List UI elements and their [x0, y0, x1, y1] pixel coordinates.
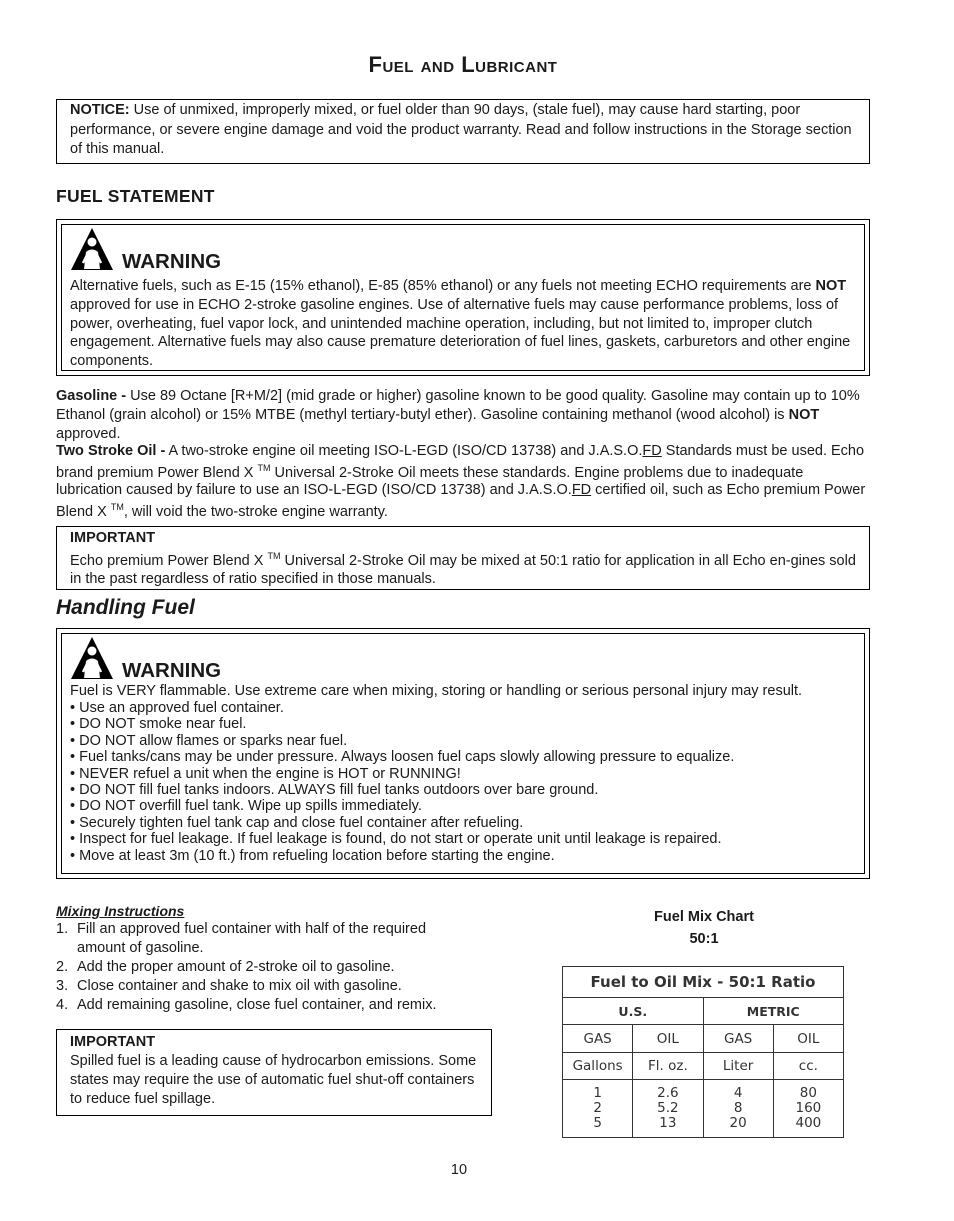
mixing-step: [56, 958, 476, 977]
handling-bullet-item: • DO NOT overfill fuel tank. Wipe up spills immediately.: [70, 798, 422, 815]
fuel-warning-box: [56, 219, 870, 376]
two-stroke-text-3: Universal 2-Stroke Oil meets these standards. Engine problems due to inadequate lubrication caused by failure to use an ISO-L-EGD (ISO/CD 13738) and J.A.S.O.: [56, 465, 804, 499]
page-title: Fuel and Lubricant: [368, 52, 558, 77]
page-number: 10: [450, 1162, 468, 1178]
unit-liter: Liter: [703, 1053, 773, 1080]
chart-caption: [604, 906, 804, 950]
handling-bullet-item: • NEVER refuel a unit when the engine is HOT or RUNNING!: [70, 765, 461, 782]
trademark-mark: TM: [257, 463, 271, 474]
warning-header: [70, 636, 856, 680]
step-number: 1.: [56, 921, 69, 937]
col-gas-metric: GAS: [703, 1025, 773, 1053]
warning-body: [70, 277, 856, 371]
important-label: IMPORTANT: [70, 530, 156, 546]
us-header: U.S.: [563, 998, 704, 1025]
unit-gallons: Gallons: [563, 1053, 633, 1080]
unit-floz: Fl. oz.: [633, 1053, 703, 1080]
step-text: Add the proper amount of 2-stroke oil to gasoline.: [77, 959, 395, 975]
important-label: IMPORTANT: [70, 1034, 156, 1050]
liter-value: 20: [729, 1115, 747, 1131]
col-gas-us: GAS: [563, 1025, 633, 1053]
handling-bullet-item: • Move at least 3m (10 ft.) from refueling location before starting the engine.: [70, 847, 555, 864]
gasoline-text-1: Use 89 Octane [R+M/2] (mid grade or higher) gasoline known to be good quality. Gasoline may contain up to 10% Ethanol (grain alcohol) or 15% MTBE (methyl tertiary-butyl ether). Gasoline containing methanol (wood alcohol) is: [56, 388, 860, 423]
step-text: Fill an approved fuel container with half of the required amount of gasoline.: [77, 921, 427, 956]
step-number: 2.: [56, 959, 69, 975]
notice-box: [56, 99, 870, 164]
gasoline-bold: NOT: [788, 407, 820, 423]
handling-fuel-heading: Handling Fuel: [56, 596, 195, 619]
floz-value: 5.2: [657, 1100, 679, 1116]
notice-text: Use of unmixed, improperly mixed, or fuel older than 90 days, (stale fuel), may cause hard starting, poor performance, or severe engine damage and void the product warranty. Read and follow instructions in the Storage section of this manual.: [70, 102, 852, 157]
liter-values: [703, 1080, 773, 1138]
gasoline-paragraph: [56, 387, 866, 444]
fd-underlined: FD: [642, 443, 662, 459]
two-stroke-text-2: Standards must be used. Echo brand premium Power Blend X: [56, 443, 865, 482]
gallon-value: 5: [593, 1115, 602, 1131]
handling-bullet-item: • Use an approved fuel container.: [70, 700, 284, 716]
handling-bullet-item: • Inspect for fuel leakage. If fuel leakage is found, do not start or operate unit until leakage is repaired.: [70, 831, 722, 848]
handling-bullet-item: • DO NOT allow flames or sparks near fuel.: [70, 732, 348, 749]
mixing-step: [56, 977, 476, 996]
handling-bullet-item: • DO NOT smoke near fuel.: [70, 716, 247, 733]
warning-header: [70, 227, 856, 271]
handling-bullet-item: • Securely tighten fuel tank cap and close fuel container after refueling.: [70, 814, 524, 831]
handling-bullet-item: • DO NOT fill fuel tanks indoors. ALWAYS fill fuel tanks outdoors over bare ground.: [70, 782, 599, 799]
mixing-heading: Mixing Instructions: [56, 903, 185, 919]
liter-value: 8: [733, 1100, 743, 1116]
fuel-statement-heading: FUEL STATEMENT: [56, 186, 215, 206]
liter-value: 4: [733, 1085, 743, 1101]
mixing-steps-list: [56, 920, 476, 1015]
floz-values: [633, 1080, 703, 1138]
fd-underlined: FD: [571, 482, 592, 499]
cc-value: 160: [795, 1100, 822, 1116]
step-number: 3.: [56, 978, 69, 994]
important-text-1: Echo premium Power Blend X: [70, 552, 268, 569]
gasoline-text-2: approved.: [56, 426, 121, 442]
floz-value: 2.6: [657, 1085, 679, 1101]
important-spill-text: Spilled fuel is a leading cause of hydrocarbon emissions. Some states may require the use of automatic fuel shut-off containers to reduce fuel spillage.: [70, 1053, 477, 1107]
cc-value: 80: [799, 1085, 817, 1101]
two-stroke-text-5: , will void the two-stroke engine warranty.: [123, 504, 388, 521]
cc-values: [773, 1080, 843, 1138]
step-text: Close container and shake to mix oil with gasoline.: [77, 978, 402, 994]
gallon-value: 2: [593, 1100, 602, 1116]
floz-value: 13: [659, 1115, 677, 1131]
two-stroke-text-4: certified oil, such as Echo premium Power Blend X: [56, 482, 866, 521]
warning-triangle-icon: [70, 227, 114, 271]
two-stroke-text-1: A two-stroke engine oil meeting ISO-L-EGD (ISO/CD 13738) and J.A.S.O.: [165, 443, 643, 459]
warning-title: WARNING: [122, 659, 222, 682]
trademark-mark: TM: [267, 551, 281, 561]
unit-cc: cc.: [773, 1053, 843, 1080]
two-stroke-paragraph: [56, 443, 868, 521]
mixing-step: [56, 920, 476, 958]
mixing-step: [56, 996, 476, 1015]
notice-label: NOTICE:: [70, 102, 130, 118]
chart-caption-ratio: 50:1: [689, 931, 719, 947]
warning-text-1: Alternative fuels, such as E-15 (15% ethanol), E-85 (85% ethanol) or any fuels not meeting ECHO requirements are: [70, 278, 816, 294]
important-box-oil: [56, 526, 870, 590]
important-text-2: Universal 2-Stroke Oil may be mixed at 50:1 ratio for application in all Echo en-gines sold in the past regardless of ratio specified in those manuals.: [70, 552, 856, 587]
cc-value: 400: [795, 1115, 822, 1131]
table-title: Fuel to Oil Mix - 50:1 Ratio: [563, 967, 844, 998]
col-oil-metric: OIL: [773, 1025, 843, 1053]
metric-header: METRIC: [703, 998, 844, 1025]
handling-bullet-item: • Fuel tanks/cans may be under pressure. Always loosen fuel caps slowly allowing pressure to equalize.: [70, 749, 735, 766]
important-box-spill: [56, 1029, 492, 1116]
step-text: Add remaining gasoline, close fuel container, and remix.: [77, 997, 437, 1013]
fuel-mix-table: [562, 966, 844, 1138]
two-stroke-label: Two Stroke Oil -: [56, 443, 166, 459]
handling-intro: Fuel is VERY flammable. Use extreme care when mixing, storing or handling or serious personal injury may result.: [70, 683, 803, 699]
gallons-values: [563, 1080, 633, 1138]
trademark-mark: TM: [110, 502, 124, 513]
col-oil-us: OIL: [633, 1025, 703, 1053]
chart-caption-title: Fuel Mix Chart: [654, 909, 754, 925]
gasoline-label: Gasoline -: [56, 388, 127, 404]
handling-bullet-list: [70, 700, 856, 864]
handling-warning-box: [56, 628, 870, 879]
warning-bold: NOT: [815, 278, 847, 294]
warning-triangle-icon: [70, 636, 114, 680]
warning-title: WARNING: [122, 250, 222, 273]
gallon-value: 1: [593, 1085, 602, 1101]
step-number: 4.: [56, 997, 69, 1013]
warning-text-2: approved for use in ECHO 2-stroke gasoline engines. Use of alternative fuels may cause performance problems, loss of power, overheating, fuel vapor lock, and unintended machine operation, including, but not limited to, improper clutch engagement. Alternative fuels may also cause premature deterioration of fuel lines, gaskets, carburetors and other engine components.: [70, 296, 851, 370]
